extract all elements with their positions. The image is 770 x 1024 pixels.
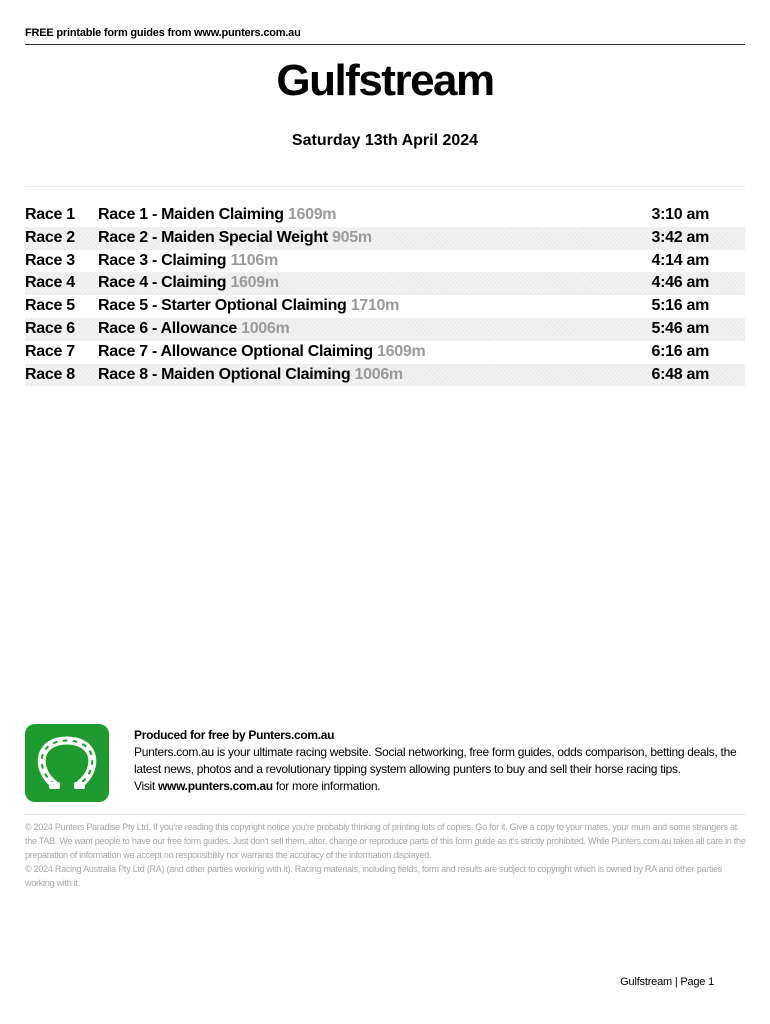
race-time: 6:16 am — [651, 342, 709, 360]
race-distance: 1006m — [354, 365, 403, 383]
race-name: Race 4 - Claiming 1609m — [98, 274, 279, 292]
promo-block — [134, 727, 746, 795]
copyright-racing-australia: © 2024 Racing Australia Pty Ltd (RA) (and other parties working with it). Racing materials, including fields, form and results are subject to copyright which is owned by RA and other parties working with it. — [25, 864, 722, 888]
race-row — [25, 272, 745, 295]
page-footer: Gulfstream | Page 1 — [620, 976, 714, 988]
horseshoe-icon — [25, 724, 109, 802]
race-name: Race 6 - Allowance 1006m — [98, 319, 290, 337]
legal-notice — [25, 820, 747, 890]
race-distance: 1006m — [241, 319, 290, 337]
race-time: 6:48 am — [651, 365, 709, 383]
race-number: Race 1 — [25, 206, 75, 223]
race-number: Race 4 — [25, 274, 75, 292]
page-title: Gulfstream — [276, 56, 494, 105]
race-row — [25, 295, 745, 318]
race-time: 5:46 am — [651, 319, 709, 337]
copyright-punters: © 2024 Punters Paradise Pty Ltd. If you're reading this copyright notice you're probably thinking of printing lots of copies. Go for it. Give a copy to your mates, your mum and some strangers at the TAB. We want people to have our free form guides. Just don't sell them, alter, change or reproduce parts of this form guide as it's strictly prohibited. While Punters.com.au takes all care in the preparation of information we accept no responsibility nor warrants the accuracy of the information displayed. — [25, 822, 746, 860]
race-time: 3:10 am — [651, 206, 709, 223]
punters-link[interactable]: www.punters.com.au — [158, 779, 273, 793]
promo-title: Produced for free by Punters.com.au — [134, 728, 335, 742]
race-row — [25, 364, 745, 387]
race-row — [25, 341, 745, 364]
race-name: Race 1 - Maiden Claiming 1609m — [98, 206, 337, 223]
race-distance: 1609m — [230, 274, 279, 292]
race-date: Saturday 13th April 2024 — [291, 132, 479, 149]
race-number: Race 6 — [25, 319, 75, 337]
race-number: Race 8 — [25, 365, 75, 383]
header-divider — [25, 44, 745, 45]
race-list — [25, 204, 745, 386]
promo-visit: Visit www.punters.com.au for more information. — [134, 779, 381, 793]
race-name: Race 2 - Maiden Special Weight 905m — [98, 228, 372, 246]
race-time: 5:16 am — [651, 297, 709, 315]
list-divider — [25, 186, 745, 187]
race-name: Race 7 - Allowance Optional Claiming 1609m — [98, 342, 426, 360]
race-distance: 905m — [332, 228, 372, 246]
race-time: 4:14 am — [651, 251, 709, 269]
footer-divider — [25, 814, 745, 815]
race-name: Race 8 - Maiden Optional Claiming 1006m — [98, 365, 403, 383]
race-time: 3:42 am — [651, 228, 709, 246]
race-distance: 1710m — [350, 297, 400, 315]
race-row — [25, 204, 745, 227]
race-name: Race 5 - Starter Optional Claiming 1710m — [98, 297, 400, 315]
race-number: Race 3 — [25, 251, 75, 269]
header-note: FREE printable form guides from www.punters.com.au — [25, 27, 301, 39]
race-row — [25, 250, 745, 273]
race-number: Race 2 — [25, 228, 75, 246]
punters-logo — [25, 724, 109, 802]
race-row — [25, 227, 745, 250]
race-name: Race 3 - Claiming 1106m — [98, 251, 278, 269]
race-number: Race 5 — [25, 297, 75, 315]
race-number: Race 7 — [25, 342, 75, 360]
race-distance: 1106m — [230, 251, 278, 269]
promo-body: Punters.com.au is your ultimate racing website. Social networking, free form guides, odds comparison, betting deals, the latest news, photos and a revolutionary tipping system allowing punters to buy and sell their horse racing tips. — [134, 745, 737, 776]
race-distance: 1609m — [377, 342, 426, 360]
race-time: 4:46 am — [651, 274, 709, 292]
race-distance: 1609m — [287, 206, 337, 223]
race-row — [25, 318, 745, 341]
